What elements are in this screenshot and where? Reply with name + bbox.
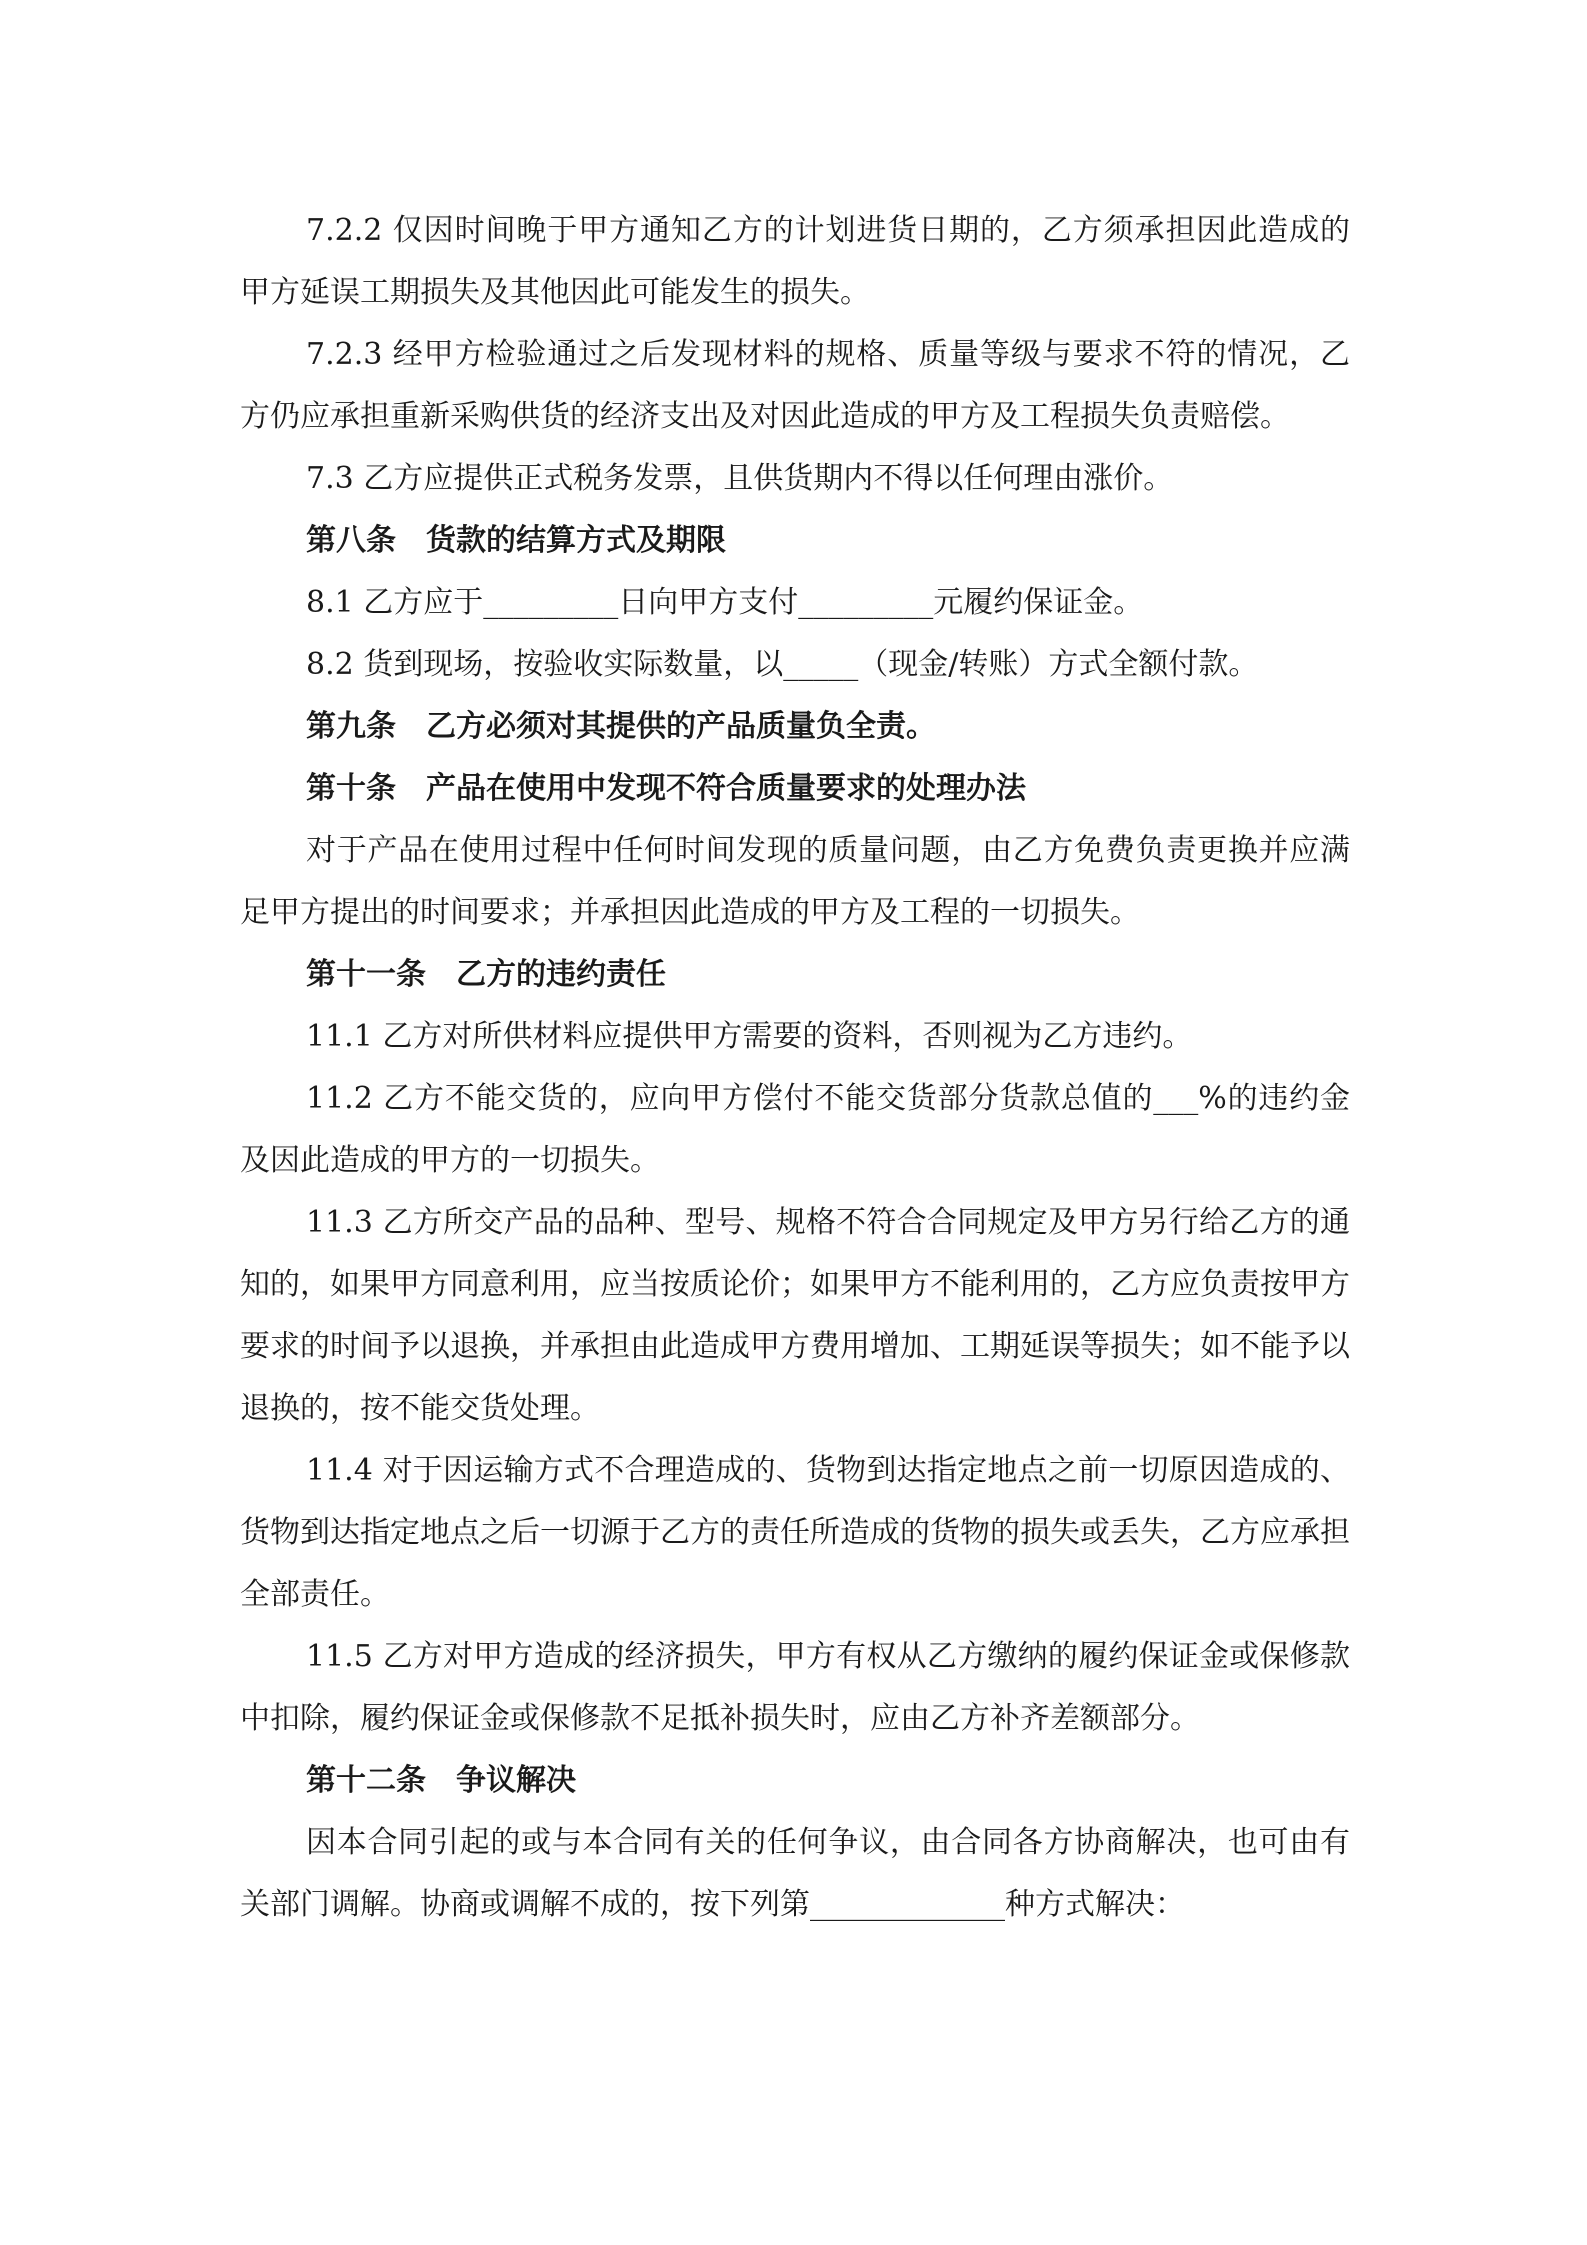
clause-7-3: 7.3 乙方应提供正式税务发票，且供货期内不得以任何理由涨价。 bbox=[306, 461, 1174, 496]
article-12-body: 因本合同引起的或与本合同有关的任何争议，由合同各方协商解决，也可由有关部门调解。协商或调解不成的，按下列第_____________种方式解决： bbox=[240, 1825, 1350, 1922]
article-9-heading: 第九条 乙方必须对其提供的产品质量负全责。 bbox=[306, 709, 936, 744]
document-page bbox=[240, 200, 1350, 1936]
article-8-heading: 第八条 货款的结算方式及期限 bbox=[306, 523, 726, 558]
article-10-heading: 第十条 产品在使用中发现不符合质量要求的处理办法 bbox=[306, 771, 1026, 806]
clause-8-1: 8.1 乙方应于_________日向甲方支付_________元履约保证金。 bbox=[306, 585, 1144, 620]
article-12-heading: 第十二条 争议解决 bbox=[306, 1763, 576, 1798]
article-11-heading: 第十一条 乙方的违约责任 bbox=[306, 957, 666, 992]
clause-11-3: 11.3 乙方所交产品的品种、型号、规格不符合合同规定及甲方另行给乙方的通知的，如果甲方同意利用，应当按质论价；如果甲方不能利用的，乙方应负责按甲方要求的时间予以退换，并承担由此造成甲方费用增加、工期延误等损失；如不能予以退换的，按不能交货处理。 bbox=[240, 1205, 1350, 1426]
clause-11-2: 11.2 乙方不能交货的，应向甲方偿付不能交货部分货款总值的___%的违约金及因此造成的甲方的一切损失。 bbox=[240, 1081, 1350, 1178]
clause-8-2: 8.2 货到现场，按验收实际数量，以_____（现金/转账）方式全额付款。 bbox=[306, 647, 1259, 682]
clause-11-5: 11.5 乙方对甲方造成的经济损失，甲方有权从乙方缴纳的履约保证金或保修款中扣除，履约保证金或保修款不足抵补损失时，应由乙方补齐差额部分。 bbox=[240, 1639, 1350, 1736]
clause-11-4: 11.4 对于因运输方式不合理造成的、货物到达指定地点之前一切原因造成的、货物到达指定地点之后一切源于乙方的责任所造成的货物的损失或丢失，乙方应承担全部责任。 bbox=[240, 1453, 1350, 1612]
clause-7-2-3: 7.2.3 经甲方检验通过之后发现材料的规格、质量等级与要求不符的情况，乙方仍应承担重新采购供货的经济支出及对因此造成的甲方及工程损失负责赔偿。 bbox=[240, 337, 1350, 434]
clause-11-1: 11.1 乙方对所供材料应提供甲方需要的资料，否则视为乙方违约。 bbox=[306, 1019, 1193, 1054]
article-10-body: 对于产品在使用过程中任何时间发现的质量问题，由乙方免费负责更换并应满足甲方提出的时间要求；并承担因此造成的甲方及工程的一切损失。 bbox=[240, 833, 1350, 930]
clause-7-2-2: 7.2.2 仅因时间晚于甲方通知乙方的计划进货日期的，乙方须承担因此造成的甲方延误工期损失及其他因此可能发生的损失。 bbox=[240, 213, 1350, 310]
